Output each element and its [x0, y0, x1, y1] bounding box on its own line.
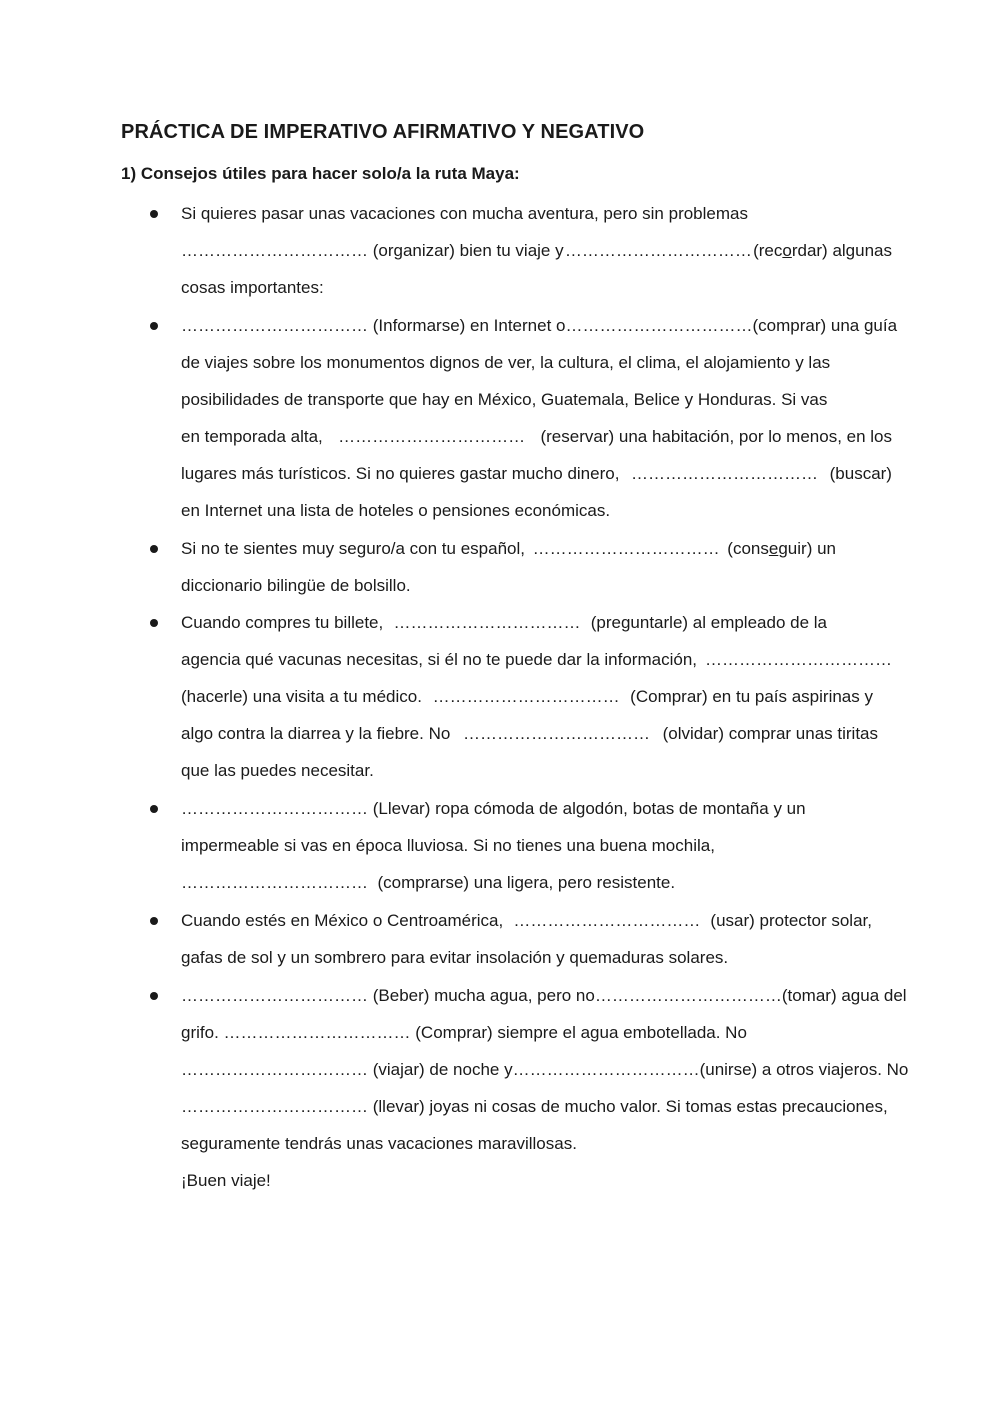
text-line: Si no te sientes muy seguro/a con tu español, …………………………… (conseguir) un	[181, 539, 836, 558]
answer-blank[interactable]: ……………………………	[181, 986, 368, 1005]
answer-blank[interactable]: ……………………………	[181, 873, 368, 892]
text-line: de viajes sobre los monumentos dignos de ver, la cultura, el clima, el alojamiento y las	[181, 353, 831, 372]
bullet-dot	[150, 917, 158, 925]
text-line: gafas de sol y un sombrero para evitar insolación y quemaduras solares.	[181, 948, 729, 967]
answer-blank[interactable]: ……………………………	[532, 539, 720, 558]
text-line: (hacerle) una visita a tu médico. …………………………… (Comprar) en tu país aspirinas y	[181, 687, 873, 706]
answer-blank[interactable]: ……………………………	[223, 1023, 411, 1042]
text-line: …………………………… (Beber) mucha agua, pero no …………………………… (tomar) agua del	[181, 986, 907, 1005]
answer-blank[interactable]: ……………………………	[181, 316, 368, 335]
bullet-dot	[150, 322, 158, 330]
text-line: …………………………… (organizar) bien tu viaje y …………………………… (recordar) algunas	[181, 241, 892, 260]
answer-blank[interactable]: ……………………………	[338, 427, 526, 446]
answer-blank[interactable]: ……………………………	[705, 650, 892, 669]
text-line: impermeable si vas en época lluviosa. Si no tienes una buena mochila,	[181, 836, 715, 855]
bullet-dot	[150, 992, 158, 1000]
answer-blank[interactable]: ……………………………	[462, 724, 650, 743]
text-line: algo contra la diarrea y la fiebre. No …………………………… (olvidar) comprar unas tiritas	[181, 724, 878, 743]
text-line: Cuando estés en México o Centroamérica, …………………………… (usar) protector solar,	[181, 911, 872, 930]
answer-blank[interactable]: ……………………………	[564, 241, 752, 260]
answer-blank[interactable]: ……………………………	[393, 613, 581, 632]
page-title: PRÁCTICA DE IMPERATIVO AFIRMATIVO Y NEGATIVO	[121, 121, 645, 143]
text-line: en Internet una lista de hoteles o pensiones económicas.	[181, 501, 611, 520]
answer-blank[interactable]: ……………………………	[181, 241, 368, 260]
text-line: grifo. …………………………… (Comprar) siempre el agua embotellada. No	[181, 1023, 747, 1042]
section-heading: 1) Consejos útiles para hacer solo/a la ruta Maya:	[121, 164, 520, 183]
stressed-vowel: e	[768, 539, 779, 558]
text-line: Si quieres pasar unas vacaciones con mucha aventura, pero sin problemas	[181, 204, 748, 223]
answer-blank[interactable]: ……………………………	[513, 911, 701, 930]
bullet-dot	[150, 805, 158, 813]
text-line: …………………………… (Llevar) ropa cómoda de algodón, botas de montaña y un	[181, 799, 806, 818]
answer-blank[interactable]: ……………………………	[565, 316, 753, 335]
text-line: …………………………… (viajar) de noche y …………………………… (unirse) a otros viajeros. No	[181, 1060, 909, 1079]
text-line: agencia qué vacunas necesitas, si él no te puede dar la información, ……………………………	[181, 650, 892, 669]
bullet-dot	[150, 619, 158, 627]
text-line: cosas importantes:	[181, 278, 324, 297]
answer-blank[interactable]: ……………………………	[432, 687, 620, 706]
text-line: …………………………… (comprarse) una ligera, pero resistente.	[181, 873, 676, 892]
text-line: posibilidades de transporte que hay en México, Guatemala, Belice y Honduras. Si vas	[181, 390, 828, 409]
stressed-vowel: o	[782, 241, 792, 260]
text-line: lugares más turísticos. Si no quieres gastar mucho dinero, …………………………… (buscar)	[181, 464, 892, 483]
answer-blank[interactable]: ……………………………	[594, 986, 782, 1005]
text-line: en temporada alta, …………………………… (reservar) una habitación, por lo menos, en los	[181, 427, 892, 446]
answer-blank[interactable]: ……………………………	[631, 464, 819, 483]
text-line: seguramente tendrás unas vacaciones maravillosas.	[181, 1134, 577, 1153]
answer-blank[interactable]: ……………………………	[181, 799, 368, 818]
bullet-dot	[150, 545, 158, 553]
closing-line: ¡Buen viaje!	[181, 1171, 271, 1190]
bullet-dot	[150, 210, 158, 218]
text-line: que las puedes necesitar.	[181, 761, 374, 780]
text-line: …………………………… (llevar) joyas ni cosas de mucho valor. Si tomas estas precauciones,	[181, 1097, 888, 1116]
text-line: Cuando compres tu billete, …………………………… (preguntarle) al empleado de la	[181, 613, 827, 632]
text-line: diccionario bilingüe de bolsillo.	[181, 576, 411, 595]
text-line: …………………………… (Informarse) en Internet o …………………………… (comprar) una guía	[181, 316, 898, 335]
answer-blank[interactable]: ……………………………	[181, 1060, 368, 1079]
answer-blank[interactable]: ……………………………	[181, 1097, 368, 1116]
answer-blank[interactable]: ……………………………	[512, 1060, 700, 1079]
